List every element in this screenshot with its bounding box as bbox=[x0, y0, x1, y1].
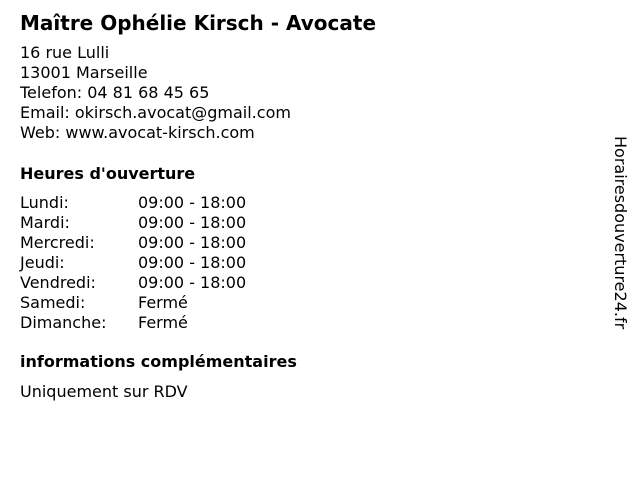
hours-value: 09:00 - 18:00 bbox=[138, 193, 247, 212]
additional-info-heading: informations complémentaires bbox=[20, 352, 297, 371]
day-label: Mercredi: bbox=[20, 233, 95, 252]
day-label: Samedi: bbox=[20, 293, 86, 312]
hours-value: 09:00 - 18:00 bbox=[138, 213, 247, 232]
street-address: 16 rue Lulli bbox=[20, 43, 110, 62]
website-line: Web: www.avocat-kirsch.com bbox=[20, 123, 255, 142]
hours-row-monday bbox=[20, 193, 600, 213]
address-block bbox=[20, 43, 600, 143]
hours-value: 09:00 - 18:00 bbox=[138, 253, 247, 272]
hours-row-wednesday bbox=[20, 233, 600, 253]
hours-row-tuesday bbox=[20, 213, 600, 233]
day-label: Jeudi: bbox=[20, 253, 65, 272]
day-label: Lundi: bbox=[20, 193, 69, 212]
hours-value: 09:00 - 18:00 bbox=[138, 273, 247, 292]
day-label: Mardi: bbox=[20, 213, 70, 232]
phone-line: Telefon: 04 81 68 45 65 bbox=[20, 83, 210, 102]
day-label: Vendredi: bbox=[20, 273, 96, 292]
postal-city: 13001 Marseille bbox=[20, 63, 148, 82]
additional-info-text: Uniquement sur RDV bbox=[20, 382, 188, 401]
opening-hours-table bbox=[20, 193, 600, 333]
site-watermark: Horairesdouverture24.fr bbox=[611, 136, 630, 330]
hours-row-sunday bbox=[20, 313, 600, 333]
opening-hours-heading: Heures d'ouverture bbox=[20, 164, 196, 183]
hours-row-saturday bbox=[20, 293, 600, 313]
business-title: Maître Ophélie Kirsch - Avocate bbox=[20, 11, 377, 35]
business-card bbox=[20, 10, 600, 402]
hours-row-friday bbox=[20, 273, 600, 293]
hours-value: Fermé bbox=[138, 293, 188, 312]
day-label: Dimanche: bbox=[20, 313, 107, 332]
hours-row-thursday bbox=[20, 253, 600, 273]
hours-value: 09:00 - 18:00 bbox=[138, 233, 247, 252]
email-line: Email: okirsch.avocat@gmail.com bbox=[20, 103, 291, 122]
hours-value: Fermé bbox=[138, 313, 188, 332]
